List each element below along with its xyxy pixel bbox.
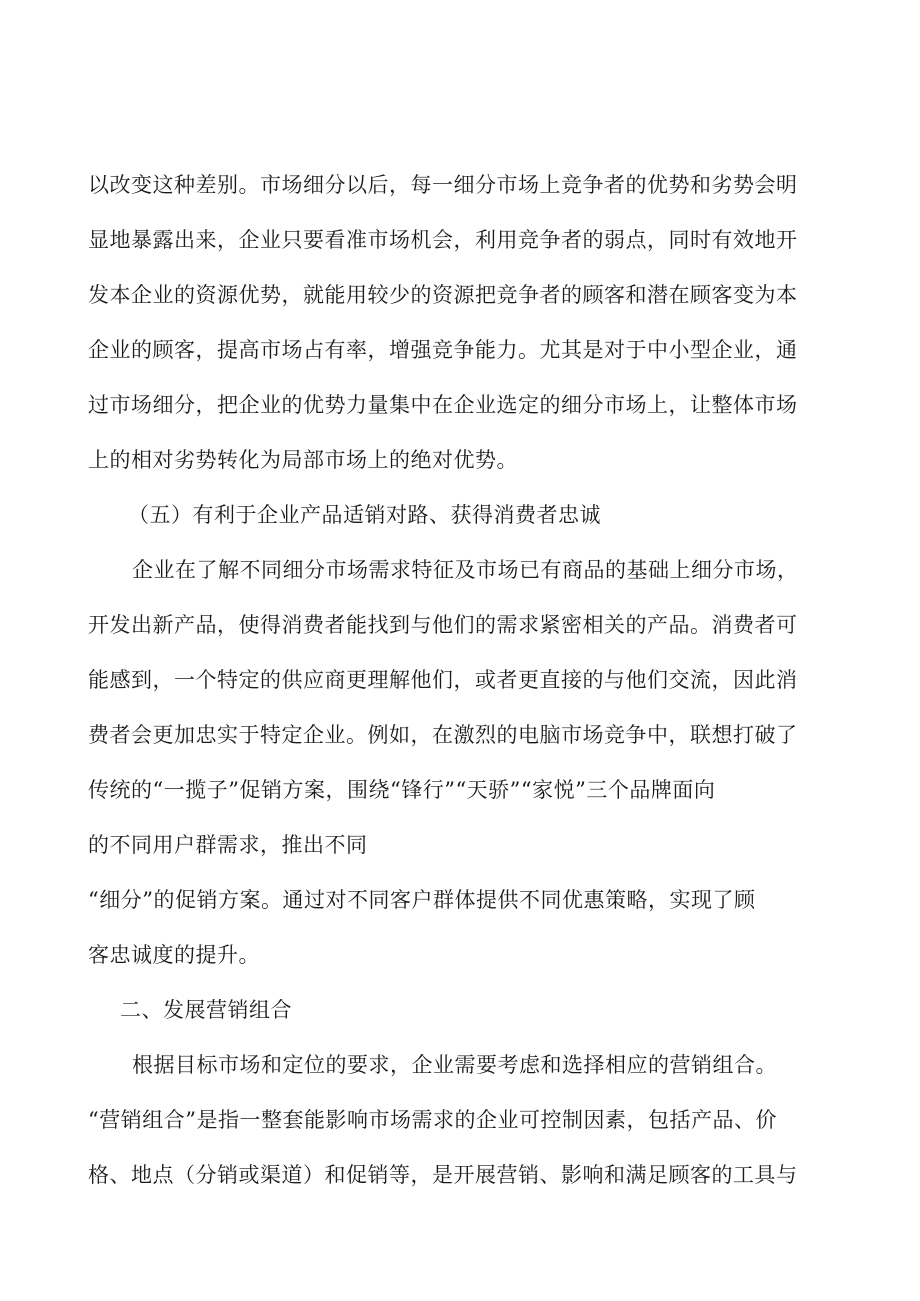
section-heading: 二、发展营销组合: [120, 998, 292, 1022]
text-line: 以改变这种差别。市场细分以后，每一细分市场上竞争者的优势和劣势会明: [88, 173, 798, 197]
text-line: 企业在了解不同细分市场需求特征及市场已有商品的基础上细分市场，: [132, 558, 799, 582]
text-line: 格、地点（分销或渠道）和促销等，是开展营销、影响和满足顾客的工具与: [88, 1163, 798, 1187]
section-heading: （五）有利于企业产品适销对路、获得消费者忠诚: [128, 503, 601, 527]
text-line: 客忠诚度的提升。: [88, 943, 260, 967]
text-line: 开发出新产品，使得消费者能找到与他们的需求紧密相关的产品。消费者可: [88, 613, 798, 637]
text-line: 根据目标市场和定位的要求，企业需要考虑和选择相应的营销组合。: [132, 1053, 777, 1077]
text-line: 企业的顾客，提高市场占有率，增强竞争能力。尤其是对于中小型企业，通: [88, 338, 798, 362]
text-line: “营销组合”是指一整套能影响市场需求的企业可控制因素，包括产品、价: [88, 1108, 777, 1132]
text-line: 过市场细分，把企业的优势力量集中在企业选定的细分市场上，让整体市场: [88, 393, 798, 417]
text-line: 显地暴露出来，企业只要看准市场机会，利用竞争者的弱点，同时有效地开: [88, 228, 798, 252]
text-line: 发本企业的资源优势，就能用较少的资源把竞争者的顾客和潜在顾客变为本: [88, 283, 798, 307]
text-line: 传统的“一揽子”促销方案，围绕“锋行”“天骄”“家悦”三个品牌面向: [88, 778, 716, 802]
text-line: 上的相对劣势转化为局部市场上的绝对优势。: [88, 448, 518, 472]
text-line: “细分”的促销方案。通过对不同客户群体提供不同优惠策略，实现了顾: [88, 888, 756, 912]
text-line: 的不同用户群需求，推出不同: [88, 833, 368, 857]
text-line: 能感到，一个特定的供应商更理解他们，或者更直接的与他们交流，因此消: [88, 668, 798, 692]
text-line: 费者会更加忠实于特定企业。例如，在激烈的电脑市场竞争中，联想打破了: [88, 723, 798, 747]
